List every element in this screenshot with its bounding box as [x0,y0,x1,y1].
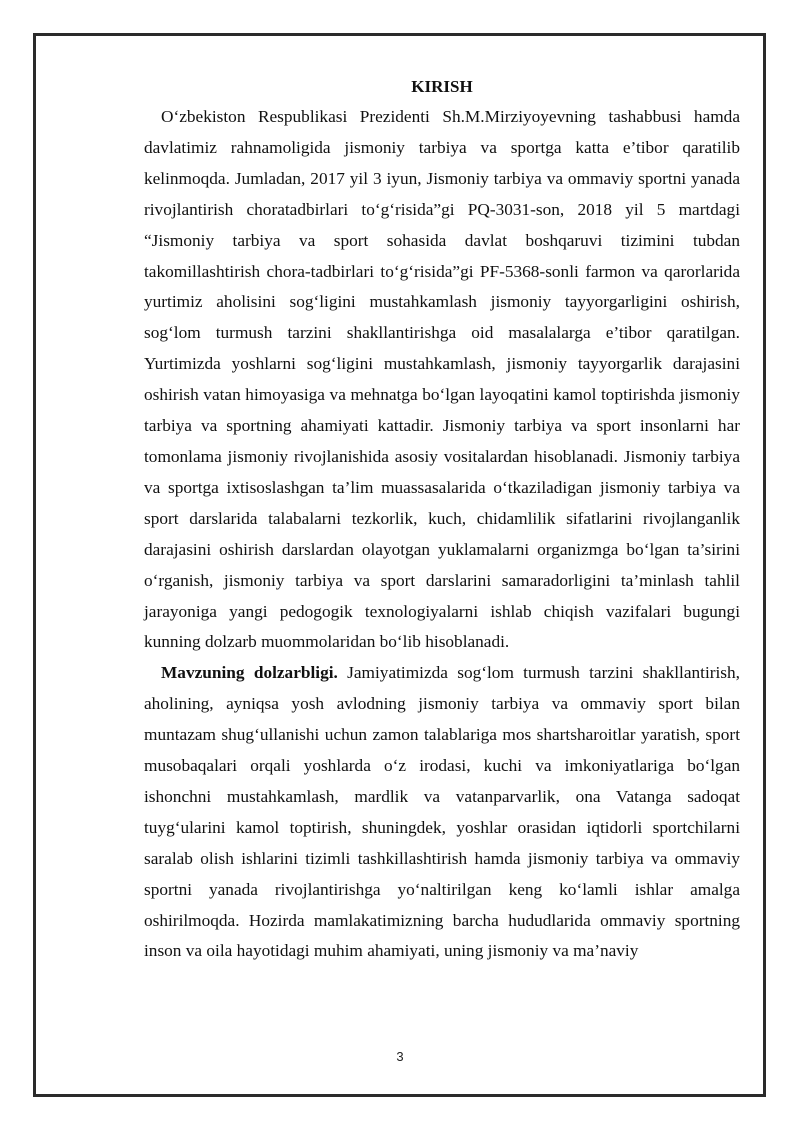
document-body [144,72,740,967]
relevance-heading: Mavzuning dolzarbligi. [161,663,338,683]
relevance-paragraph [144,658,740,967]
relevance-paragraph-text: Jamiyatimizda sog‘lom turmush tarzini shakllantirish, aholining, ayniqsa yosh avlodning jismoniy tarbiya va ommaviy sport bilan muntazam shug‘ullanishi uchun zamon talablariga mos shartsharoitlar yaratish, sport musobaqalari orqali yoshlarda o‘z irodasi, kuchi va imkoniyatlariga bo‘lgan ishonchni mustahkamlash, mardlik va vatanparvarlik, ona Vatanga sadoqat tuyg‘ularini kamol toptirish, shuningdek, yoshlar orasidan iqtidorli sportchilarni saralab olish ishlarini tizimli tashkillashtirish hamda jismoniy tarbiya va ommaviy sportni yanada rivojlantirishga yo‘naltirilgan keng ko‘lamli ishlar amalga oshirilmoqda. Hozirda mamlakatimizning barcha hududlarida ommaviy sportning inson va oila hayotidagi muhim ahamiyati, uning jismoniy va ma’naviy [144,663,740,961]
intro-paragraph-text: O‘zbekiston Respublikasi Prezidenti Sh.M.Mirziyoyevning tashabbusi hamda davlatimiz rahnamoligida jismoniy tarbiya va sportga katta e’tibor qaratilib kelinmoqda. Jumladan, 2017 yil 3 iyun, Jismoniy tarbiya va ommaviy sportni yanada rivojlantirish choratadbirlari to‘g‘risida”gi PQ-3031-son, 2018 yil 5 martdagi “Jismoniy tarbiya va sport sohasida davlat boshqaruvi tizimini tubdan takomillashtirish chora-tadbirlari to‘g‘risida”gi PF-5368-sonli farmon va qarorlarida yurtimiz aholisini sog‘ligini mustahkamlash jismoniy tayyorgarligini oshirish, sog‘lom turmush tarzini shakllantirishga oid masalalarga e’tibor qaratilgan. Yurtimizda yoshlarni sog‘ligini mustahkamlash, jismoniy tayyorgarlik darajasini oshirish vatan himoyasiga va mehnatga bo‘lgan layoqatini kamol toptirishda jismoniy tarbiya va sportning ahamiyati kattadir. Jismoniy tarbiya va sport insonlarni har tomonlama jismoniy rivojlanishida asosiy vositalardan hisoblanadi. Jismoniy tarbiya va sportga ixtisoslashgan ta’lim muassasalarida o‘tkaziladigan jismoniy tarbiya va sport darslarida talabalarni tezkorlik, kuch, chidamlilik sifatlarini rivojlanganlik darajasini oshirish darslardan olayotgan yuklamalarni organizmga bo‘lgan ta’sirini o‘rganish, jismoniy tarbiya va sport darslarini samaradorligini ta’minlash tahlil jarayoniga yangi pedogogik texnologiyalarni ishlab chiqish vazifalari bugungi kunning dolzarb muommolaridan bo‘lib hisoblanadi. [144,107,740,652]
page-number: 3 [396,1049,404,1064]
section-title: KIRISH [411,77,473,96]
intro-paragraph [144,102,740,658]
